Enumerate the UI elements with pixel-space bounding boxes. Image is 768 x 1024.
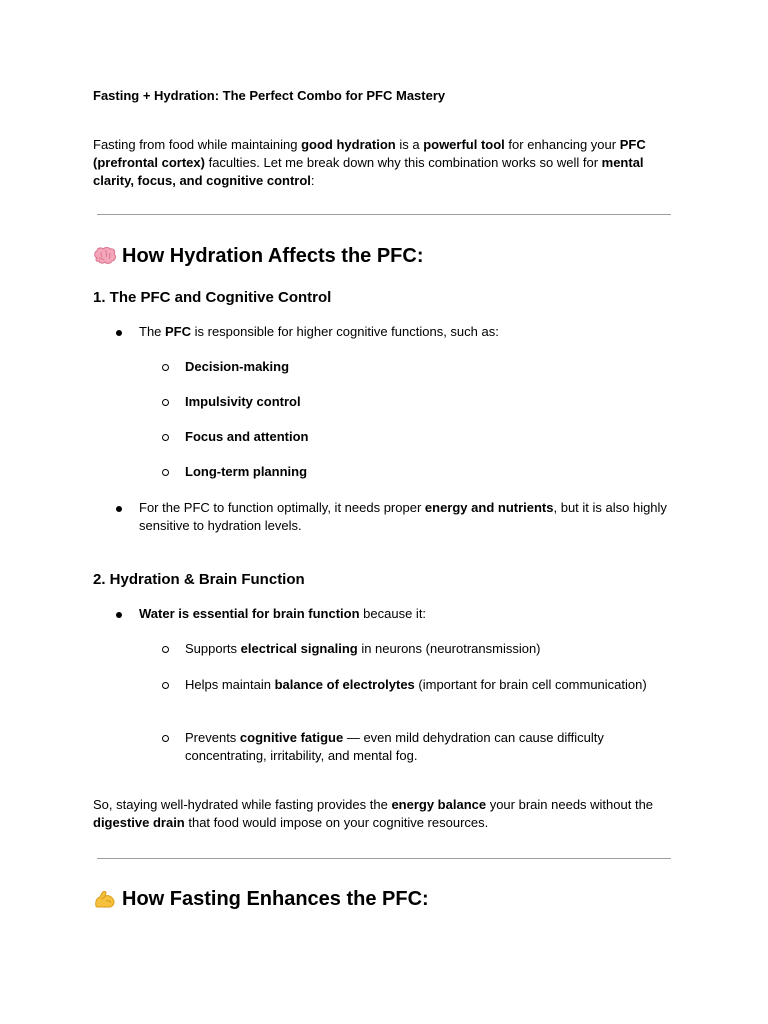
text: Prevents — [185, 730, 240, 745]
sub-bullet-ring — [162, 646, 169, 653]
section-heading-fasting — [93, 887, 429, 911]
sub-bullet-ring — [162, 399, 169, 406]
sub-list-item-text — [185, 729, 682, 765]
text: — even mild dehydration can cause difficulty concentrating, irritability, and mental fog. — [185, 730, 604, 763]
intro-bold: good hydration — [301, 137, 396, 152]
sub-list-item-text: Decision-making — [185, 359, 290, 374]
text: is responsible for higher cognitive functions, such as: — [191, 324, 499, 339]
text: The — [139, 324, 166, 339]
sub-list-item-text — [185, 640, 682, 658]
intro-text: : — [310, 173, 315, 188]
bold-text: PFC — [165, 324, 192, 339]
intro-bold: PFC (prefrontal cortex) — [93, 137, 646, 170]
text: So, staying well-hydrated while fasting provides the — [93, 797, 392, 812]
section-heading-text: How Hydration Affects the PFC: — [122, 245, 424, 267]
sub-list-item-text: Impulsivity control — [185, 394, 301, 409]
sub-list-item-text: Focus and attention — [185, 429, 309, 444]
sub-bullet-ring — [162, 682, 169, 689]
intro-paragraph — [93, 136, 683, 190]
sub-list-item-text — [185, 676, 682, 694]
bold-text: cognitive fatigue — [239, 730, 344, 745]
intro-bold: mental clarity, focus, and cognitive control — [93, 155, 644, 188]
bullet-dot — [116, 330, 122, 336]
list-item-text — [139, 605, 682, 623]
subheading-hydration-brain: 2. Hydration & Brain Function — [93, 571, 305, 588]
subheading-pfc-control: 1. The PFC and Cognitive Control — [93, 289, 332, 306]
sub-list-item-text: Long-term planning — [185, 464, 308, 479]
document-title: Fasting + Hydration: The Perfect Combo for PFC Mastery — [93, 88, 446, 103]
horizontal-rule — [97, 858, 671, 859]
list-item-text — [139, 323, 682, 341]
sub-bullet-ring — [162, 364, 169, 371]
bold-text: balance of electrolytes — [274, 677, 415, 692]
text: (important for brain cell communication) — [414, 677, 647, 692]
bold-text: energy and nutrients — [424, 500, 554, 515]
text: because it: — [359, 606, 427, 621]
bold-text: Water is essential for brain function — [139, 606, 360, 621]
bullet-dot — [116, 506, 122, 512]
section-heading-hydration — [93, 244, 424, 268]
bullet-dot — [116, 612, 122, 618]
text: , but it is also highly sensitive to hydration levels. — [139, 500, 667, 533]
intro-text: is a — [395, 137, 424, 152]
section-heading-text: How Fasting Enhances the PFC: — [122, 888, 429, 910]
intro-bold: powerful tool — [423, 137, 505, 152]
bold-text: digestive drain — [93, 815, 185, 830]
summary-paragraph — [93, 796, 683, 832]
sub-bullet-ring — [162, 735, 169, 742]
bold-text: energy balance — [391, 797, 487, 812]
sub-bullet-ring — [162, 434, 169, 441]
intro-text: for enhancing your — [504, 137, 620, 152]
text: Helps maintain — [185, 677, 275, 692]
text: For the PFC to function optimally, it needs proper — [139, 500, 425, 515]
list-item-text — [139, 499, 682, 535]
intro-text: faculties. Let me break down why this combination works so well for — [204, 155, 602, 170]
brain-emoji-icon — [93, 246, 117, 266]
text: in neurons (neurotransmission) — [357, 641, 541, 656]
text: that food would impose on your cognitive resources. — [184, 815, 489, 830]
intro-text: Fasting from food while maintaining — [93, 137, 302, 152]
text: Supports — [185, 641, 241, 656]
sub-bullet-ring — [162, 469, 169, 476]
text: your brain needs without the — [486, 797, 654, 812]
horizontal-rule — [97, 214, 671, 215]
bold-text: electrical signaling — [240, 641, 358, 656]
flexed-biceps-emoji-icon — [93, 889, 117, 909]
